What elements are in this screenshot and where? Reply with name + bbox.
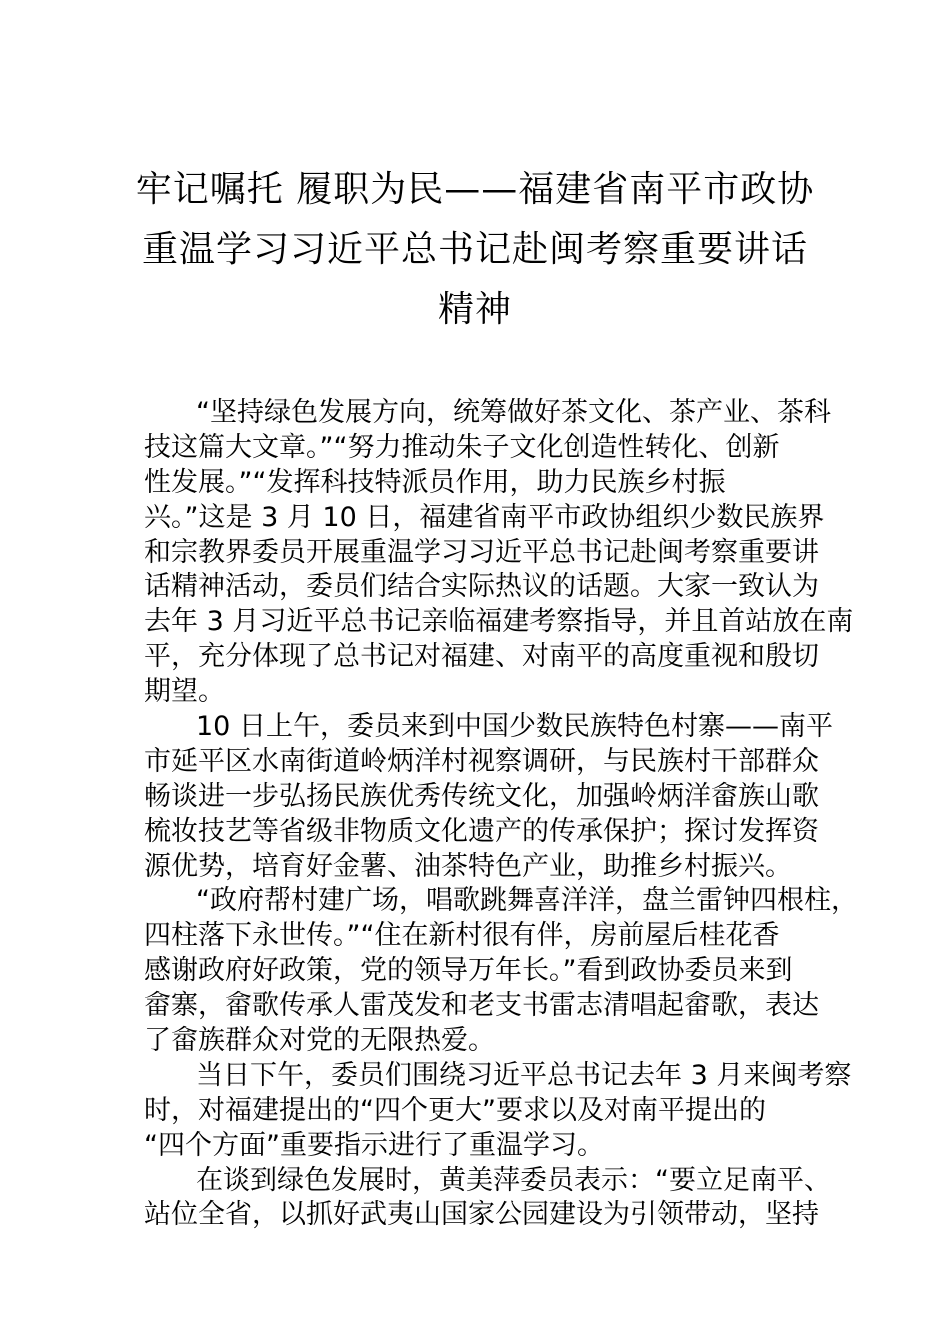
text-line: 市延平区水南街道岭炳洋村视察调研，与民族村干部群众 [144, 745, 819, 777]
document-title [110, 160, 840, 340]
title-line: 牢记嘱托 履职为民——福建省南平市政协 [135, 169, 815, 210]
text-line: 期望。 [144, 676, 225, 708]
text-line: “坚持绿色发展方向，统筹做好茶文化、茶产业、茶科 [196, 397, 831, 428]
paragraph-1 [144, 396, 854, 710]
text-line: 兴。”这是 3 月 10 日，福建省南平市政协组织少数民族界 [144, 501, 825, 533]
text-line: 畲寨，畲歌传承人雷茂发和老支书雷志清唱起畲歌，表达 [144, 990, 819, 1022]
text-line: 技这篇大文章。”“努力推动朱子文化创造性转化、创新 [144, 431, 780, 463]
text-line: 去年 3 月习近平总书记亲临福建考察指导，并且首站放在南 [144, 606, 854, 638]
text-line: 源优势，培育好金薯、油茶特色产业，助推乡村振兴。 [144, 850, 792, 882]
text-line: 10 日上午，委员来到中国少数民族特色村寨——南平 [196, 711, 833, 743]
text-line: 四柱落下永世传。”“住在新村很有伴，房前屋后桂花香 [144, 920, 780, 952]
paragraph-4 [144, 1059, 852, 1164]
text-line: “政府帮村建广场，唱歌跳舞喜洋洋，盘兰雷钟四根柱， [196, 885, 858, 917]
text-line: 当日下午，委员们围绕习近平总书记去年 3 月来闽考察 [196, 1059, 852, 1091]
text-line: 性发展。”“发挥科技特派员作用，助力民族乡村振 [144, 466, 726, 498]
text-line: “四个方面”重要指示进行了重温学习。 [144, 1129, 604, 1161]
title-line: 重温学习习近平总书记赴闽考察重要讲话 [141, 229, 808, 270]
text-line: 在谈到绿色发展时，黄美萍委员表示：“要立足南平、 [196, 1164, 831, 1196]
paragraph-3 [144, 884, 858, 1058]
text-line: 了畲族群众对党的无限热爱。 [144, 1025, 495, 1057]
text-line: 和宗教界委员开展重温学习习近平总书记赴闽考察重要讲 [144, 536, 819, 568]
text-line: 感谢政府好政策，党的领导万年长。”看到政协委员来到 [144, 955, 793, 987]
title-line: 精神 [437, 289, 512, 330]
text-line: 时，对福建提出的“四个更大”要求以及对南平提出的 [144, 1094, 766, 1126]
text-line: 畅谈进一步弘扬民族优秀传统文化，加强岭炳洋畲族山歌 [144, 780, 819, 812]
text-line: 梳妆技艺等省级非物质文化遗产的传承保护；探讨发挥资 [144, 815, 819, 847]
document-body [144, 396, 858, 1233]
paragraph-2 [144, 710, 833, 884]
text-line: 站位全省，以抓好武夷山国家公园建设为引领带动，坚持 [144, 1199, 819, 1231]
paragraph-5 [144, 1164, 831, 1234]
text-line: 平，充分体现了总书记对福建、对南平的高度重视和殷切 [144, 641, 819, 673]
text-line: 话精神活动，委员们结合实际热议的话题。大家一致认为 [144, 571, 819, 603]
